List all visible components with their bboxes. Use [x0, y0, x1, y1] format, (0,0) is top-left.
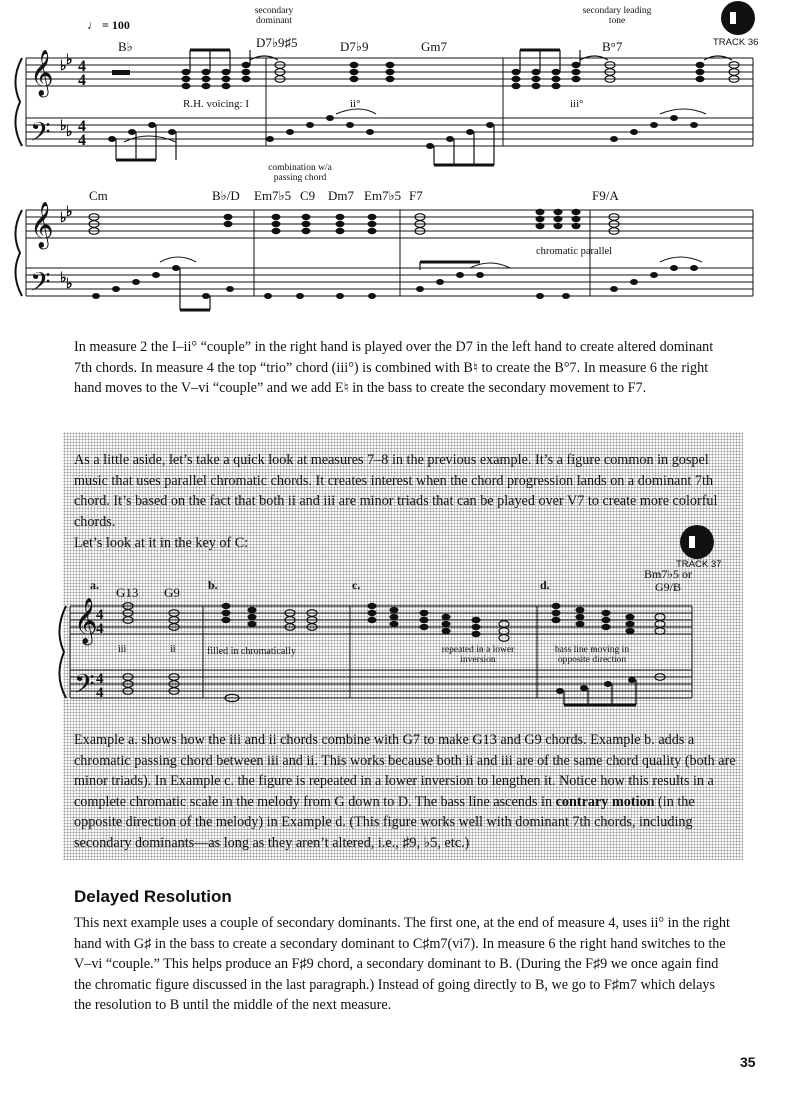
svg-text:𝄢: 𝄢	[30, 267, 51, 303]
svg-text:♭: ♭	[60, 119, 67, 134]
svg-text:4: 4	[78, 132, 86, 149]
body-paragraph: This next example uses a couple of secondary dominants. The first one, at the end of measure 4, uses ii° in the right hand with G♯ in the bass to create a secondary dominant to C♯m7(vi7). In measure 6 the right hand switches to the V–vi “couple.” This helps produce an F♯9 chord, a secondary dominant to B. (During the F♯9 we once again find the chromatic figure discussed in the last paragraph.) Instead of going directly to B, we go to F♯m7 which delays the resolution to B until the middle of the next measure.	[74, 915, 730, 1014]
body-paragraph: In measure 2 the I–ii° “couple” in the right hand is played over the D7 in the left hand to create altered dominant 7th chords. In measure 4 the top “trio” chord (iii°) is combined with B♮ to create the B°7. In measure 6 the right hand moves to the V–vi “couple” and we add E♮ in the bass to create the secondary movement to F7.	[74, 339, 714, 397]
example-label-a: a.	[90, 578, 99, 592]
annot-rh-voicing: R.H. voicing: I	[183, 98, 249, 110]
chord-symbol: F7	[409, 188, 423, 203]
chord-symbol: B♭	[118, 39, 133, 54]
chord-symbol: Gm7	[421, 39, 447, 54]
svg-text:4: 4	[78, 72, 86, 89]
svg-text:4: 4	[78, 58, 86, 75]
annot-iii-degree: iii°	[570, 98, 584, 110]
term-contrary-motion: contrary motion	[555, 793, 655, 810]
section-heading: Delayed Resolution	[74, 887, 232, 906]
chord-symbol: Bm7♭5 or G9/B	[644, 567, 692, 594]
chord-symbol: Em7♭5	[364, 188, 402, 203]
chord-symbol: Dm7	[328, 188, 354, 203]
track-label-top: TRACK 36	[713, 37, 759, 48]
box-paragraph: Let’s look at it in the key of C:	[74, 535, 249, 551]
speaker-icon	[721, 1, 755, 35]
svg-text:4: 4	[96, 685, 104, 701]
chord-symbol: G9	[164, 585, 180, 600]
svg-text:4: 4	[96, 671, 104, 687]
box-text-run: Example a. shows how the iii and ii chords combine with G7 to make G13 and G9 chords. Example b. adds a chromatic passing chord between iii and ii. This works because both ii and iii are of the same chord quality (both are minor triads). In Example c. the figure is repeated in a lower inversion to lengthen it. Notice how this results in a complete chromatic scale in the melody from G down to D. The bass line ascends in	[74, 732, 736, 810]
chord-symbol: D7♭9	[340, 39, 369, 54]
track-label-box: TRACK 37	[676, 559, 722, 570]
svg-text:𝄞: 𝄞	[74, 598, 98, 643]
annot-chromatic-parallel: chromatic parallel	[536, 246, 613, 257]
annot-ii: ii	[170, 644, 176, 655]
box-paragraph	[74, 730, 736, 853]
chord-symbol: Cm	[89, 188, 108, 203]
speaker-icon	[680, 525, 714, 559]
example-label-c: c.	[352, 578, 361, 592]
annot-bass-line-opposite: bass line moving in opposite direction	[554, 645, 630, 665]
annot-ii-degree: ii°	[350, 98, 361, 110]
chord-symbol: F9/A	[592, 188, 619, 203]
annot-combination: combination w/a passing chord	[268, 163, 332, 183]
chord-symbol: G13	[116, 585, 139, 600]
example-label-d: d.	[540, 578, 550, 592]
svg-text:♭: ♭	[66, 53, 73, 68]
svg-text:♭: ♭	[60, 59, 67, 74]
svg-text:𝄢: 𝄢	[74, 669, 95, 705]
svg-text:𝄢: 𝄢	[30, 117, 51, 153]
svg-text:♭: ♭	[66, 205, 73, 220]
chord-symbol: B°7	[602, 39, 623, 54]
chord-symbol: Em7♭5	[254, 188, 292, 203]
chord-symbol: B♭/D	[212, 188, 240, 203]
annot-repeated-lower: repeated in a lower inversion	[441, 645, 515, 665]
svg-text:4: 4	[78, 118, 86, 135]
svg-text:♭: ♭	[66, 125, 73, 140]
page-number: 35	[740, 1054, 756, 1070]
svg-text:4: 4	[96, 607, 104, 623]
box-text-run: (in the opposite direction of the melody) in Example d. (This figure works well with dominant 7th chords, including secondary dominants—as long as they aren’t altered, i.e., ♯9, ♭5, etc.)	[74, 793, 695, 851]
chord-symbol: D7♭9♯5	[256, 35, 298, 50]
box-paragraph: As a little aside, let’s take a quick look at measures 7–8 in the previous example. It’s a figure common in gospel music that uses parallel chromatic chords. It creates interest when the chord progression lands on a dominant 7th chord. It’s based on the fact that both ii and iii are minor triads that can be played over V7 to create more colorful chords.	[74, 452, 718, 530]
svg-text:♭: ♭	[60, 271, 67, 286]
svg-text:♭: ♭	[66, 277, 73, 292]
annot-filled-chromatically: filled in chromatically	[207, 646, 296, 657]
svg-text:𝄞: 𝄞	[30, 50, 54, 95]
annot-secondary-leading-tone: secondary leading tone	[582, 6, 652, 26]
svg-text:♭: ♭	[60, 211, 67, 226]
annot-secondary-dominant: secondary dominant	[254, 6, 294, 26]
tempo-marking: ♩ = 100	[87, 18, 130, 32]
chord-symbol: C9	[300, 188, 316, 203]
example-label-b: b.	[208, 578, 218, 592]
annot-iii: iii	[118, 644, 127, 655]
svg-text:4: 4	[96, 621, 104, 637]
svg-text:𝄞: 𝄞	[30, 202, 54, 247]
